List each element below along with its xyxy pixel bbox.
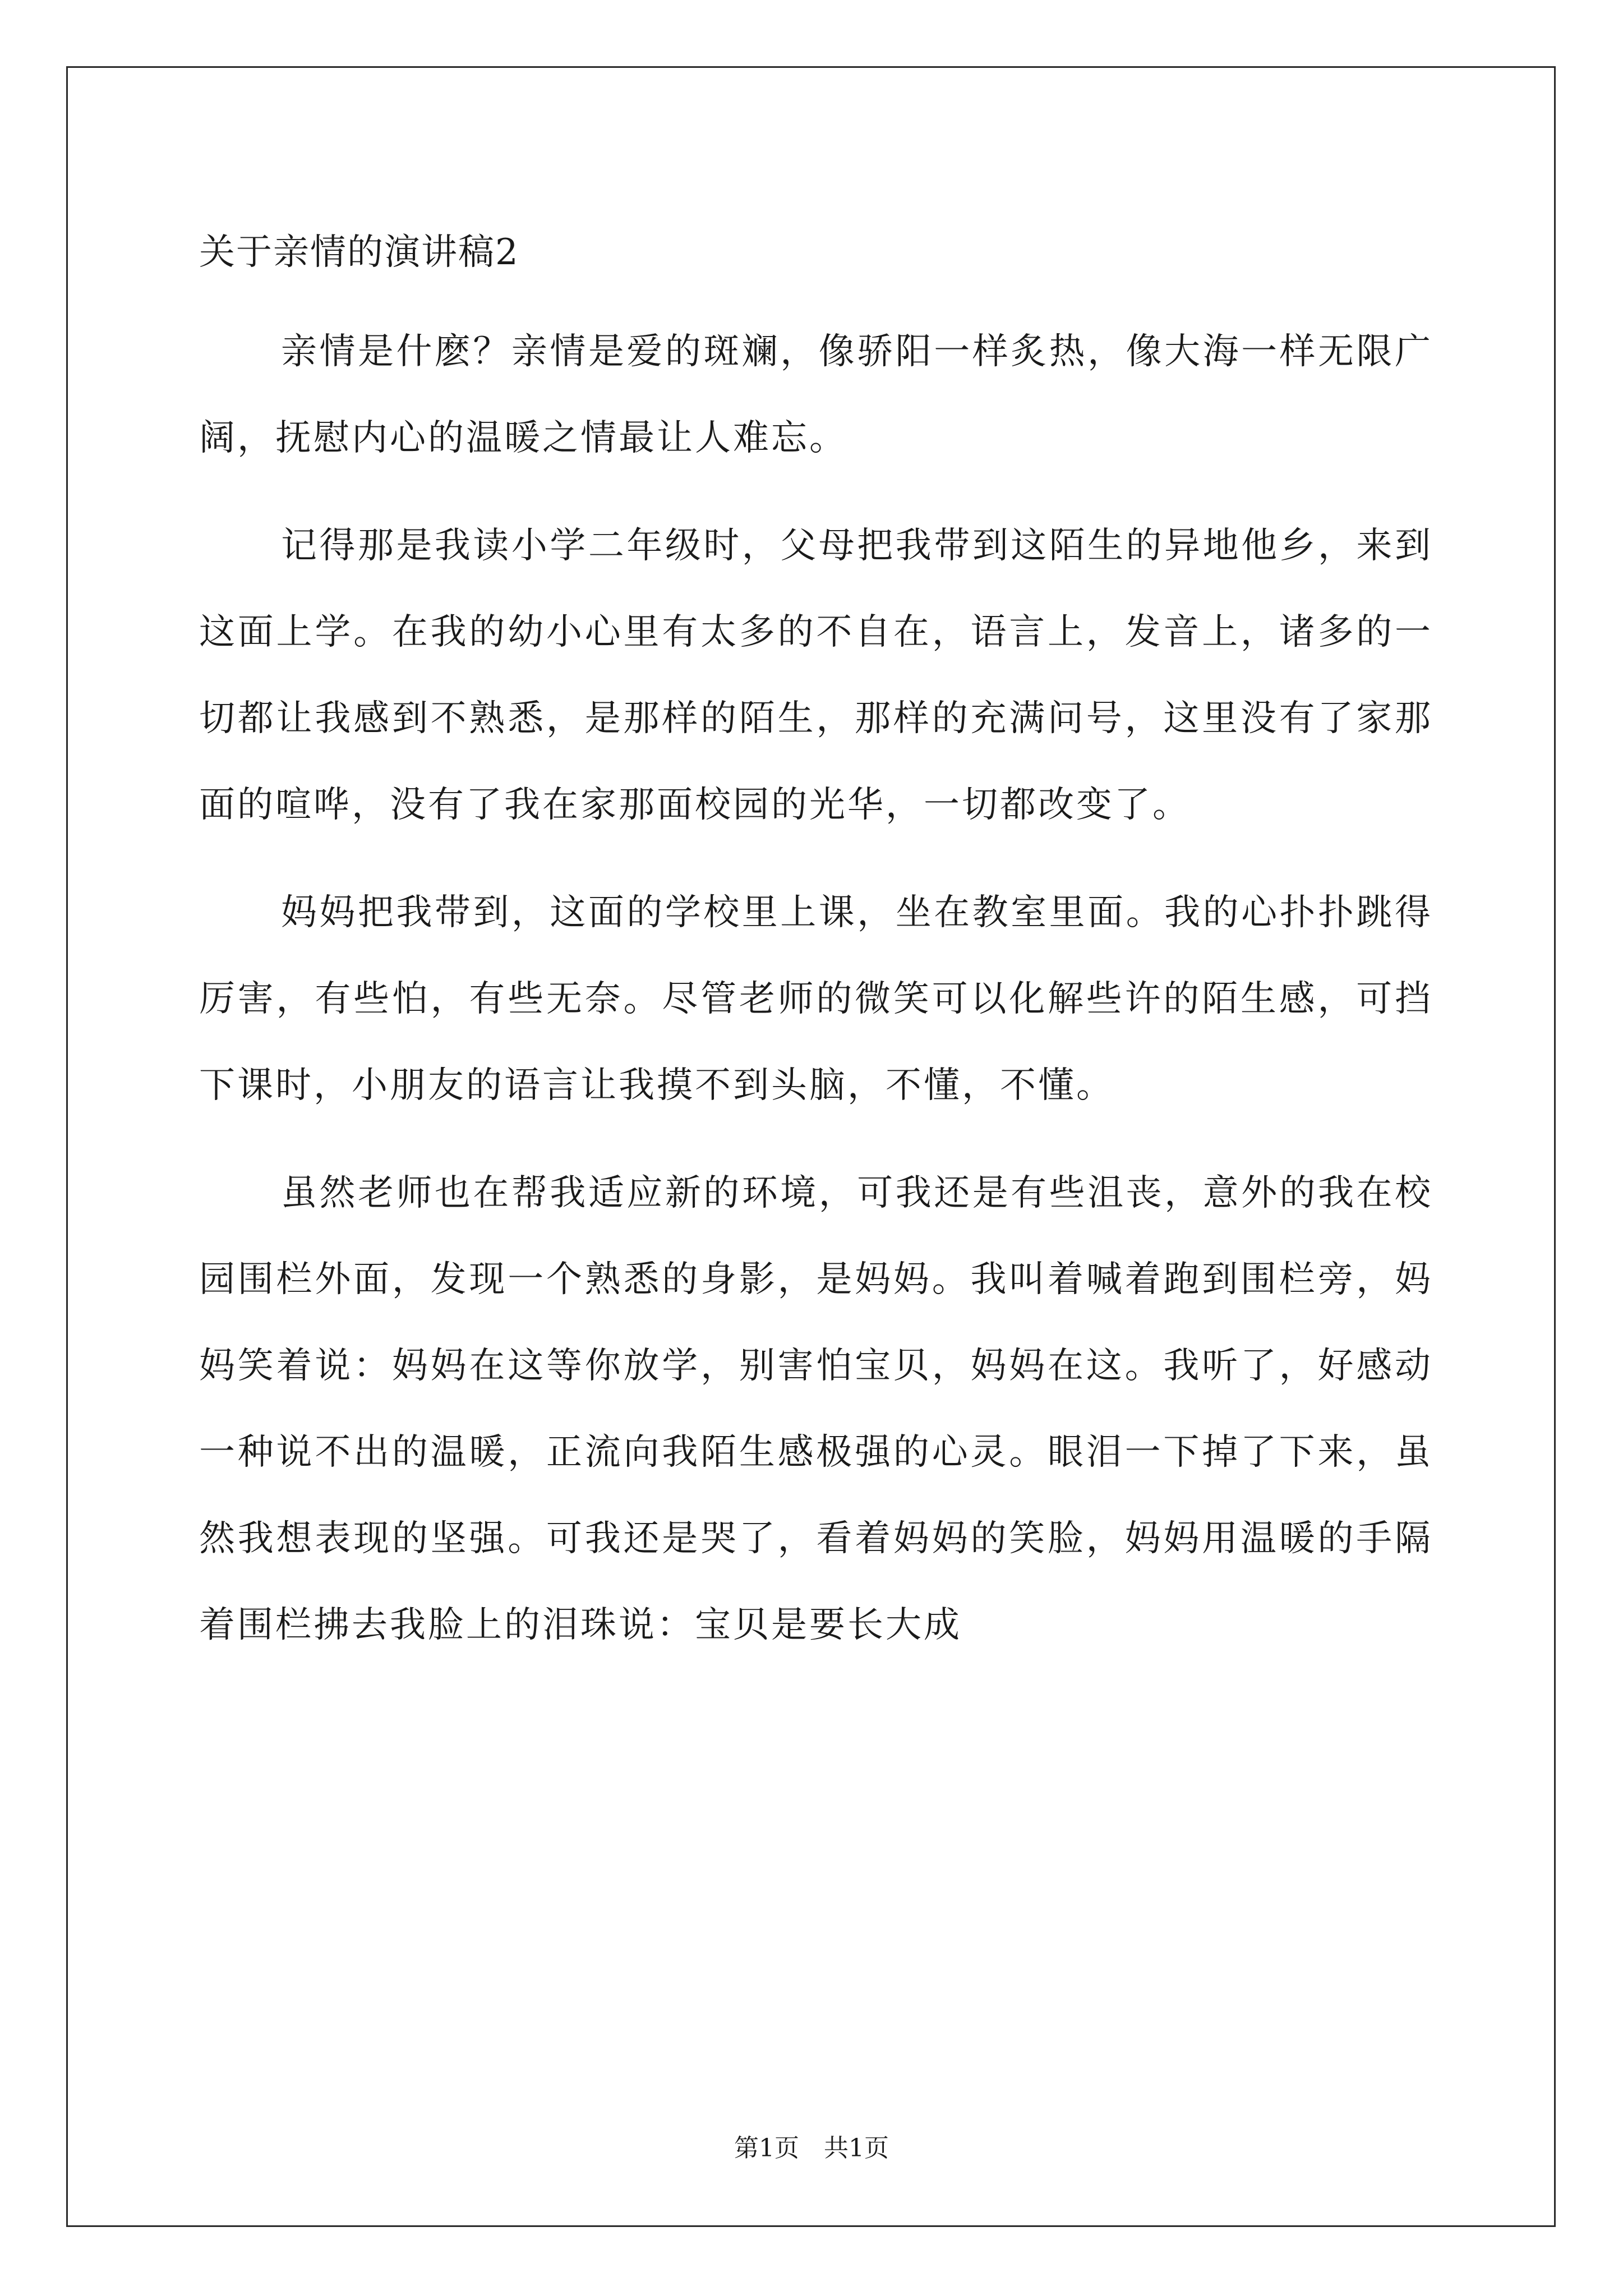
paragraph: 记得那是我读小学二年级时，父母把我带到这陌生的异地他乡，来到这面上学。在我的幼小心里有太多的不自在，语言上，发音上，诸多的一切都让我感到不熟悉，是那样的陌生，那样的充满问号，这里没有了家那面的喧哗，没有了我在家那面校园的光华，一切都改变了。 [199,525,1433,826]
page-number: 第1页 [734,2134,799,2162]
page-total: 共1页 [824,2134,889,2162]
paragraph: 亲情是什麽？亲情是爱的斑斓，像骄阳一样炙热，像大海一样无限广阔，抚慰内心的温暖之情最让人难忘。 [199,331,1433,459]
page-footer [0,2132,1623,2165]
paragraph: 虽然老师也在帮我适应新的环境，可我还是有些沮丧，意外的我在校园围栏外面，发现一个熟悉的身影，是妈妈。我叫着喊着跑到围栏旁，妈妈笑着说：妈妈在这等你放学，别害怕宝贝，妈妈在这。我听了，好感动一种说不出的温暖，正流向我陌生感极强的心灵。眼泪一下掉了下来，虽然我想表现的坚强。可我还是哭了，看着妈妈的笑脸，妈妈用温暖的手隔着围栏拂去我脸上的泪珠说：宝贝是要长大成 [199,1172,1433,1646]
document-body [199,219,1433,1690]
paragraph: 妈妈把我带到，这面的学校里上课，坐在教室里面。我的心扑扑跳得厉害，有些怕，有些无奈。尽管老师的微笑可以化解些许的陌生感，可挡下课时，小朋友的语言让我摸不到头脑，不懂，不懂。 [199,892,1433,1106]
document-title: 关于亲情的演讲稿2 [199,232,519,273]
